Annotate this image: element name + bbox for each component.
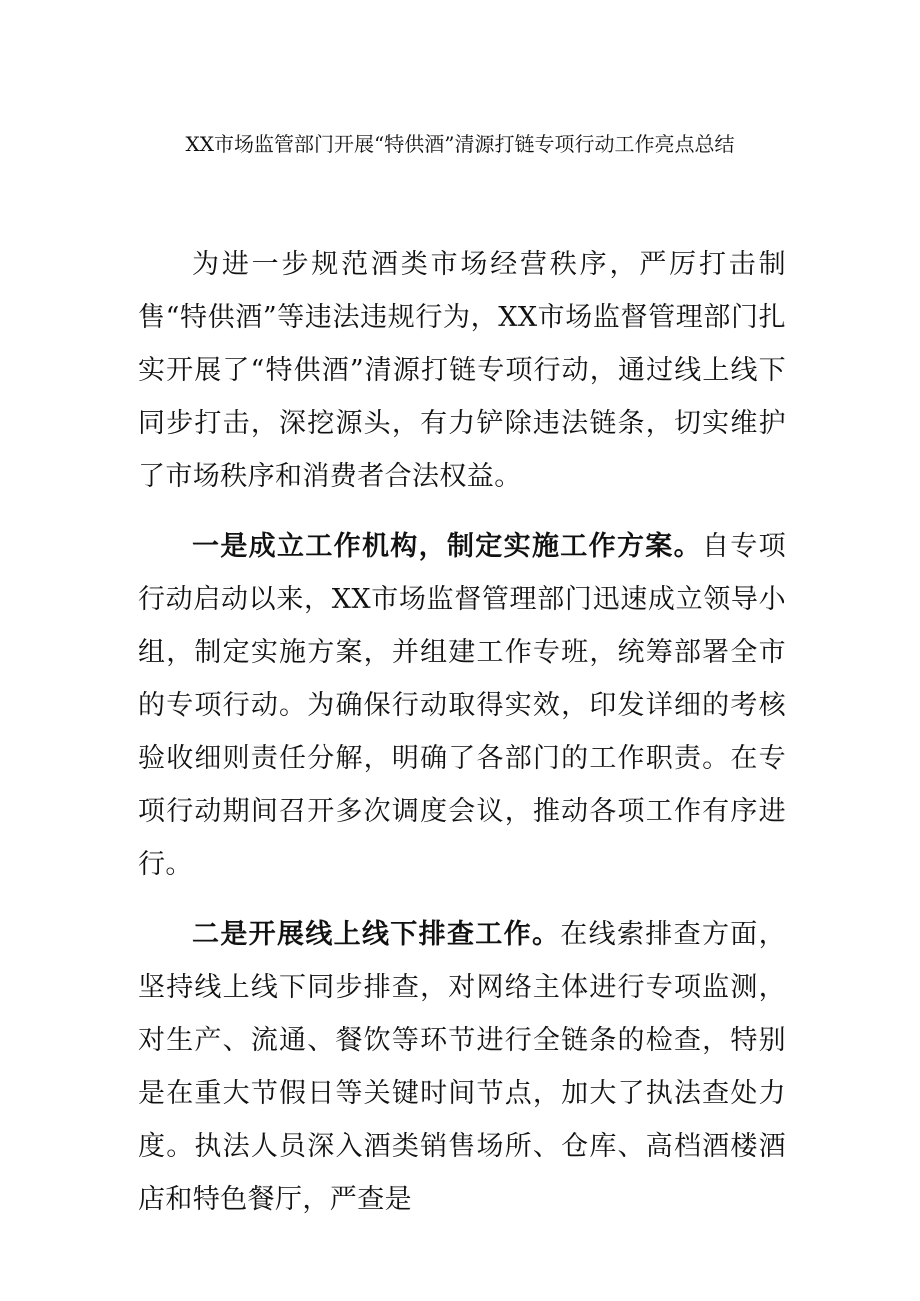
section-heading-2: 二是开展线上线下排查工作。 xyxy=(192,919,561,950)
section-paragraph-1 xyxy=(138,520,786,891)
section-text-1: 自专项行动启动以来，XX市场监督管理部门迅速成立领导小组，制定实施方案，并组建工作专班，统筹部署全市的专项行动。为确保行动取得实效，印发详细的考核验收细则责任分解，明确了各部门的工作职责。在专项行动期间召开多次调度会议，推动各项工作有序进行。 xyxy=(138,531,786,880)
section-text-2: 在线索排查方面，坚持线上线下同步排查，对网络主体进行专项监测，对生产、流通、餐饮等环节进行全链条的检查，特别是在重大节假日等关键时间节点，加大了执法查处力度。执法人员深入酒类销售场所、仓库、高档酒楼酒店和特色餐厅，严查是 xyxy=(138,919,787,1215)
document-body xyxy=(138,238,786,1226)
intro-paragraph: 为进一步规范酒类市场经营秩序，严厉打击制售“特供酒”等违法违规行为，XX市场监督管理部门扎实开展了“特供酒”清源打链专项行动，通过线上线下同步打击，深挖源头，有力铲除违法链条，切实维护了市场秩序和消费者合法权益。 xyxy=(138,249,786,492)
section-paragraph-2 xyxy=(138,908,786,1226)
section-heading-1: 一是成立工作机构，制定实施工作方案。 xyxy=(192,531,702,562)
document-title: XX市场监管部门开展“特供酒”清源打链专项行动工作亮点总结 xyxy=(185,132,735,156)
